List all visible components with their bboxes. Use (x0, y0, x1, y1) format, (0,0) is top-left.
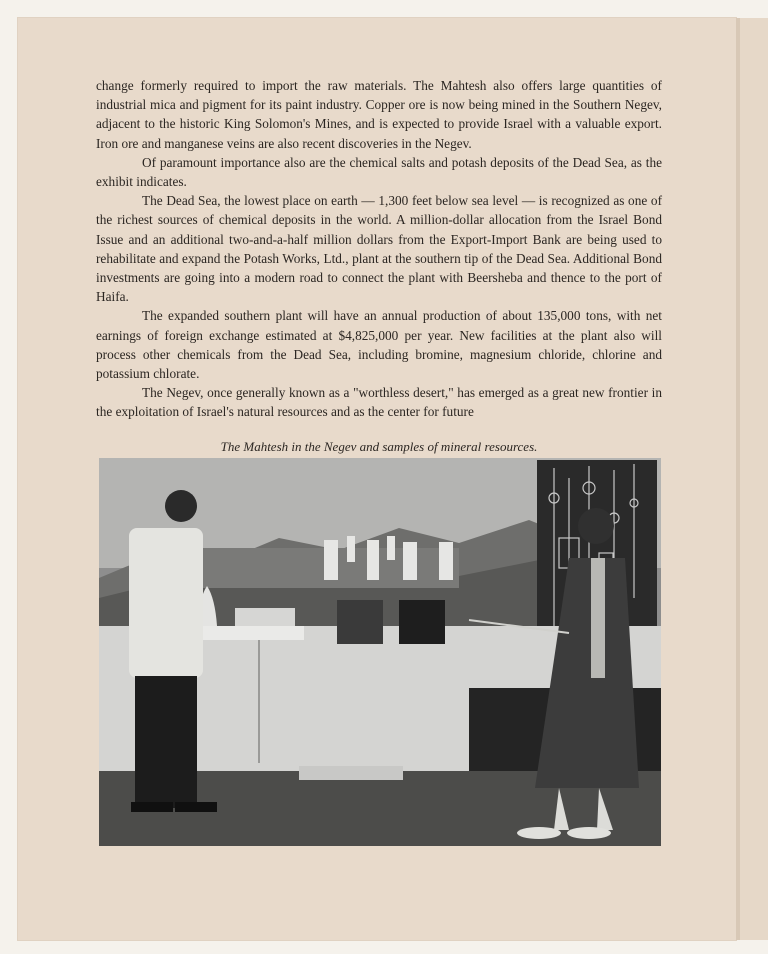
body-text (96, 76, 662, 422)
paragraph-3: The Dead Sea, the lowest place on earth — 1,300 feet below sea level — is recognized as one of the richest sources of chemical deposits in the world. A million-dollar allocation from the Israel Bond Issue and an additional two-and-a-half million dollars from the Export-Import Bank are being used to rehabilitate and expand the Potash Works, Ltd., plant at the southern tip of the Dead Sea. Additional Bond investments are going into a modern road to connect the plant with Beersheba and thence to the port of Haifa. (96, 193, 662, 305)
paragraph-4: The expanded southern plant will have an annual production of about 135,000 tons, with net earnings of foreign exchange estimated at $4,825,000 per year. New facilities at the plant also will process other chemicals from the Dead Sea, including bromine, magnesium chloride, chlorine and potassium chlorate. (96, 308, 662, 382)
paragraph-5: The Negev, once generally known as a "worthless desert," has emerged as a great new frontier in the exploitation of Israel's natural resources and as the center for future (96, 385, 662, 420)
paragraph-2: Of paramount importance also are the chemical salts and potash deposits of the Dead Sea, as the exhibit indicates. (96, 154, 662, 190)
adjacent-page-edge (740, 18, 768, 940)
photo-caption: The Mahtesh in the Negev and samples of mineral resources. (220, 439, 538, 454)
exhibit-photo (99, 458, 661, 846)
paragraph-1: change formerly required to import the raw materials. The Mahtesh also offers large quantities of industrial mica and pigment for its paint industry. Copper ore is now being mined in the Southern Negev, adjacent to the historic King Solomon's Mines, and is expected to provide Israel with a valuable export. Iron ore and manganese veins are also recent discoveries in the Negev. (96, 78, 662, 151)
